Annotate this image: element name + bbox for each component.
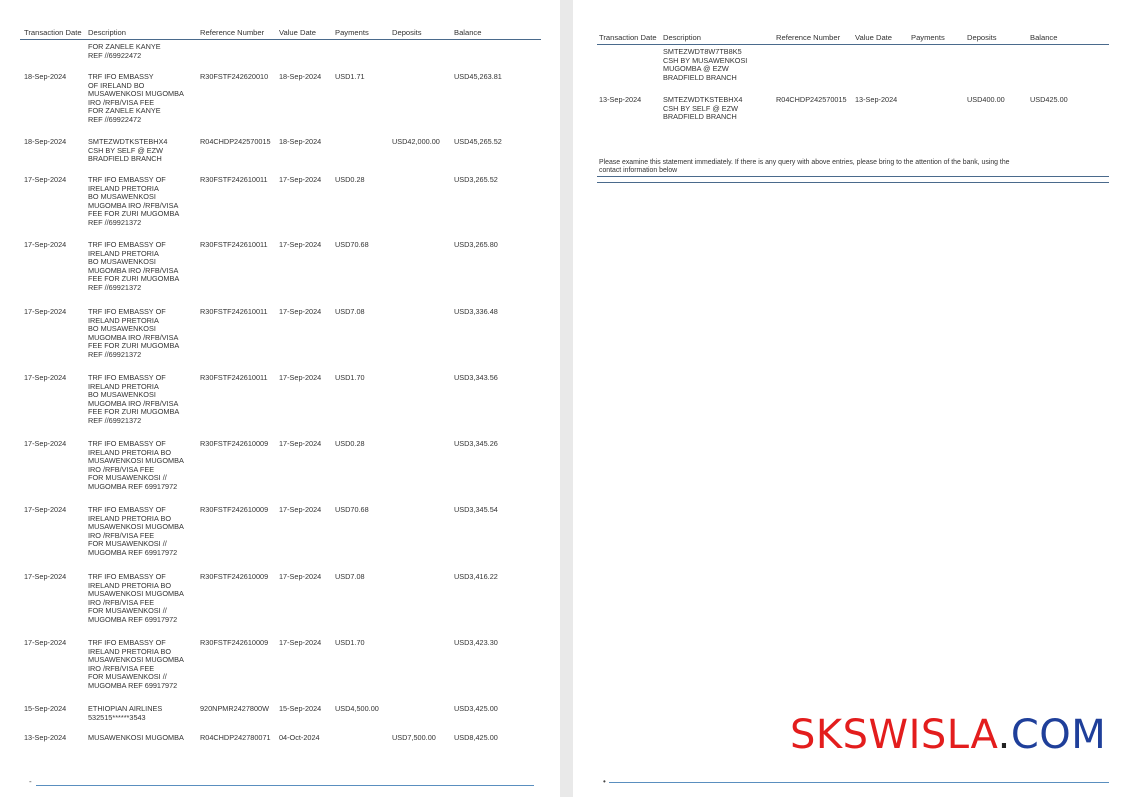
description-line: REF //69921372 xyxy=(88,350,142,359)
balance-amount: USD45,263.81 xyxy=(454,72,502,81)
description-line: TRF IFO EMBASSY OF xyxy=(88,572,166,581)
value-date: 17-Sep-2024 xyxy=(279,439,322,448)
column-header: Payments xyxy=(911,33,945,42)
column-header: Reference Number xyxy=(200,28,265,37)
payment-amount: USD0.28 xyxy=(335,439,365,448)
value-date: 18-Sep-2024 xyxy=(279,137,322,146)
description-line: MUSAWENKOSI MUGOMBA xyxy=(88,589,184,599)
description-line: MUSAWENKOSI MUGOMBA xyxy=(88,456,184,466)
description-line: TRF IFO EMBASSY OF xyxy=(88,439,166,448)
description-line: IRELAND PRETORIA xyxy=(88,381,159,391)
transaction-date: 13-Sep-2024 xyxy=(24,733,67,742)
description-line: TRF IFO EMBASSY OF xyxy=(88,307,166,316)
balance-amount: USD3,343.56 xyxy=(454,373,498,382)
deposit-amount: USD7,500.00 xyxy=(392,733,436,742)
description-line: IRELAND PRETORIA BO xyxy=(88,447,171,457)
value-date: 17-Sep-2024 xyxy=(279,175,322,184)
description-line: SMTEZWDTKSTEBHX4 xyxy=(88,137,168,146)
balance-amount: USD3,345.26 xyxy=(454,439,498,448)
description-line: FEE FOR ZURI MUGOMBA xyxy=(88,407,180,417)
description-line: FOR MUSAWENKOSI // xyxy=(88,473,167,483)
payment-amount: USD70.68 xyxy=(335,505,369,514)
transaction-date: 17-Sep-2024 xyxy=(24,439,67,448)
column-header: Description xyxy=(663,33,701,42)
description-line: MUGOMBA REF 69917972 xyxy=(88,548,178,557)
header-rule xyxy=(20,39,541,40)
description-line: FOR MUSAWENKOSI // xyxy=(88,606,167,616)
transaction-date: 17-Sep-2024 xyxy=(24,307,67,316)
description-line: FEE FOR ZURI MUGOMBA xyxy=(88,274,180,284)
description-line: MUGOMBA @ EZW xyxy=(663,64,729,74)
value-date: 13-Sep-2024 xyxy=(855,95,898,104)
value-date: 04-Oct-2024 xyxy=(279,733,320,742)
transaction-date: 17-Sep-2024 xyxy=(24,572,67,581)
payment-amount: USD1.70 xyxy=(335,373,365,382)
balance-amount: USD8,425.00 xyxy=(454,733,498,742)
description-line: MUGOMBA REF 69917972 xyxy=(88,482,178,491)
balance-amount: USD3,265.52 xyxy=(454,175,498,184)
description-line: FEE FOR ZURI MUGOMBA xyxy=(88,341,180,351)
description-line: FOR MUSAWENKOSI // xyxy=(88,672,167,682)
reference-number: R30FSTF242610011 xyxy=(200,240,268,249)
description-line: REF //69922472 xyxy=(88,50,142,60)
reference-number: R30FSTF242610009 xyxy=(200,572,269,581)
description-line: BO MUSAWENKOSI xyxy=(88,257,156,267)
footer-rule xyxy=(609,782,1109,783)
value-date: 17-Sep-2024 xyxy=(279,505,322,514)
description-line: MUGOMBA IRO /RFB/VISA xyxy=(88,332,179,342)
reference-number: R30FSTF242610011 xyxy=(200,307,268,316)
payment-amount: USD1.71 xyxy=(335,72,365,81)
description-line: IRO /RFB/VISA FEE xyxy=(88,464,155,474)
watermark-logo: SKSWISLA.COM xyxy=(790,712,1107,758)
description-line: REF //69921372 xyxy=(88,218,142,227)
description-line: FOR MUSAWENKOSI // xyxy=(88,539,167,549)
value-date: 18-Sep-2024 xyxy=(279,72,322,81)
payment-amount: USD4,500.00 xyxy=(335,704,379,713)
description-line: OF IRELAND BO xyxy=(88,80,145,90)
footer-mark: • xyxy=(603,777,606,786)
description-line: CSH BY SELF @ EZW xyxy=(88,145,163,155)
description-line: SMTEZWDT8W7TB8K5 xyxy=(663,47,742,56)
description-line: ETHIOPIAN AIRLINES xyxy=(88,704,163,713)
column-header: Balance xyxy=(454,28,482,37)
column-header: Description xyxy=(88,28,126,37)
description-line: BRADFIELD BRANCH xyxy=(663,72,737,82)
description-line: TRF IFO EMBASSY OF xyxy=(88,505,166,514)
footer-rule xyxy=(36,785,534,786)
description-line: IRO /RFB/VISA FEE xyxy=(88,663,155,673)
description-line: MUSAWENKOSI MUGOMBA xyxy=(88,522,184,532)
transaction-date: 13-Sep-2024 xyxy=(599,95,642,104)
payment-amount: USD70.68 xyxy=(335,240,369,249)
notice-rule xyxy=(597,182,1109,183)
reference-number: R30FSTF242610011 xyxy=(200,175,268,184)
description-line: IRO /RFB/VISA FEE xyxy=(88,97,155,107)
description-line: IRO /RFB/VISA FEE xyxy=(88,530,155,540)
transaction-date: 17-Sep-2024 xyxy=(24,240,67,249)
description-line: BO MUSAWENKOSI xyxy=(88,390,156,400)
column-header: Transaction Date xyxy=(24,28,82,37)
column-header: Transaction Date xyxy=(599,33,657,42)
payment-amount: USD0.28 xyxy=(335,175,365,184)
description-line: TRF IFO EMBASSY OF xyxy=(88,638,166,647)
transaction-date: 18-Sep-2024 xyxy=(24,72,67,81)
value-date: 17-Sep-2024 xyxy=(279,373,322,382)
payment-amount: USD7.08 xyxy=(335,307,365,316)
description-line: IRELAND PRETORIA BO xyxy=(88,580,171,590)
description-line: MUSAWENKOSI MUGOMBA xyxy=(88,89,184,99)
description-line: MUGOMBA IRO /RFB/VISA xyxy=(88,200,179,210)
description-line: IRELAND PRETORIA xyxy=(88,315,159,325)
description-line: IRELAND PRETORIA xyxy=(88,248,159,258)
value-date: 17-Sep-2024 xyxy=(279,307,322,316)
statement-page-left xyxy=(0,0,560,797)
column-header: Value Date xyxy=(855,33,893,42)
description-line: CSH BY MUSAWENKOSI xyxy=(663,55,748,65)
value-date: 17-Sep-2024 xyxy=(279,240,322,249)
description-line: REF //69922472 xyxy=(88,115,142,124)
description-line: IRELAND PRETORIA BO xyxy=(88,646,171,656)
description-line: MUGOMBA REF 69917972 xyxy=(88,615,178,624)
description-line: SMTEZWDTKSTEBHX4 xyxy=(663,95,743,104)
statement-notice: Please examine this statement immediately. If there is any query with above entries, please bring to the attention of the bank, using the xyxy=(599,159,1010,166)
description-line: MUGOMBA IRO /RFB/VISA xyxy=(88,398,179,408)
balance-amount: USD3,345.54 xyxy=(454,505,498,514)
balance-amount: USD45,265.52 xyxy=(454,137,502,146)
description-line: MUGOMBA IRO /RFB/VISA xyxy=(88,265,179,275)
column-header: Deposits xyxy=(967,33,997,42)
transaction-date: 17-Sep-2024 xyxy=(24,505,67,514)
payment-amount: USD1.70 xyxy=(335,638,365,647)
reference-number: R04CHDP242570015 xyxy=(776,95,847,104)
description-line: IRELAND PRETORIA BO xyxy=(88,513,171,523)
footer-mark: - xyxy=(29,777,32,786)
transaction-date: 17-Sep-2024 xyxy=(24,373,67,382)
transaction-date: 17-Sep-2024 xyxy=(24,638,67,647)
value-date: 17-Sep-2024 xyxy=(279,638,322,647)
transaction-date: 15-Sep-2024 xyxy=(24,704,67,713)
deposit-amount: USD42,000.00 xyxy=(392,137,440,146)
reference-number: R30FSTF242610009 xyxy=(200,439,269,448)
description-line: TRF IFO EMBASSY OF xyxy=(88,240,166,249)
column-header: Deposits xyxy=(392,28,422,37)
description-line: CSH BY SELF @ EZW xyxy=(663,103,738,113)
description-line: TRF IFO EMBASSY OF xyxy=(88,175,166,184)
reference-number: R04CHDP242570015 xyxy=(200,137,271,146)
balance-amount: USD3,336.48 xyxy=(454,307,498,316)
reference-number: R30FSTF242610009 xyxy=(200,505,269,514)
description-line: FOR ZANELE KANYE xyxy=(88,42,161,51)
reference-number: 920NPMR2427800W xyxy=(200,704,269,713)
transaction-date: 17-Sep-2024 xyxy=(24,175,67,184)
description-line: FOR ZANELE KANYE xyxy=(88,106,161,116)
column-header: Balance xyxy=(1030,33,1058,42)
notice-rule xyxy=(597,176,1109,177)
balance-amount: USD3,423.30 xyxy=(454,638,498,647)
balance-amount: USD425.00 xyxy=(1030,95,1068,104)
description-line: IRO /RFB/VISA FEE xyxy=(88,597,155,607)
description-line: IRELAND PRETORIA xyxy=(88,183,159,193)
description-line: BRADFIELD BRANCH xyxy=(88,154,162,164)
reference-number: R04CHDP242780071 xyxy=(200,733,271,742)
description-line: BO MUSAWENKOSI xyxy=(88,192,156,202)
description-line: FEE FOR ZURI MUGOMBA xyxy=(88,209,180,219)
balance-amount: USD3,416.22 xyxy=(454,572,498,581)
balance-amount: USD3,265.80 xyxy=(454,240,498,249)
deposit-amount: USD400.00 xyxy=(967,95,1005,104)
column-header: Payments xyxy=(335,28,369,37)
reference-number: R30FSTF242610011 xyxy=(200,373,268,382)
column-header: Value Date xyxy=(279,28,317,37)
statement-notice-contact: contact information below xyxy=(599,167,678,174)
payment-amount: USD7.08 xyxy=(335,572,365,581)
statement-page-right xyxy=(573,0,1133,797)
description-line: REF //69921372 xyxy=(88,416,142,425)
column-header: Reference Number xyxy=(776,33,841,42)
balance-amount: USD3,425.00 xyxy=(454,704,498,713)
description-line: REF //69921372 xyxy=(88,283,142,292)
description-line: BO MUSAWENKOSI xyxy=(88,324,156,334)
description-line: TRF IFO EMBASSY xyxy=(88,72,154,81)
description-line: BRADFIELD BRANCH xyxy=(663,112,737,122)
value-date: 15-Sep-2024 xyxy=(279,704,322,713)
transaction-date: 18-Sep-2024 xyxy=(24,137,67,146)
description-line: MUSAWENKOSI MUGOMBA xyxy=(88,733,184,742)
header-rule xyxy=(597,44,1109,45)
reference-number: R30FSTF242620010 xyxy=(200,72,269,81)
description-line: 532515******3543 xyxy=(88,712,146,722)
description-line: MUSAWENKOSI MUGOMBA xyxy=(88,655,184,665)
reference-number: R30FSTF242610009 xyxy=(200,638,269,647)
value-date: 17-Sep-2024 xyxy=(279,572,322,581)
description-line: MUGOMBA REF 69917972 xyxy=(88,681,178,690)
description-line: TRF IFO EMBASSY OF xyxy=(88,373,166,382)
